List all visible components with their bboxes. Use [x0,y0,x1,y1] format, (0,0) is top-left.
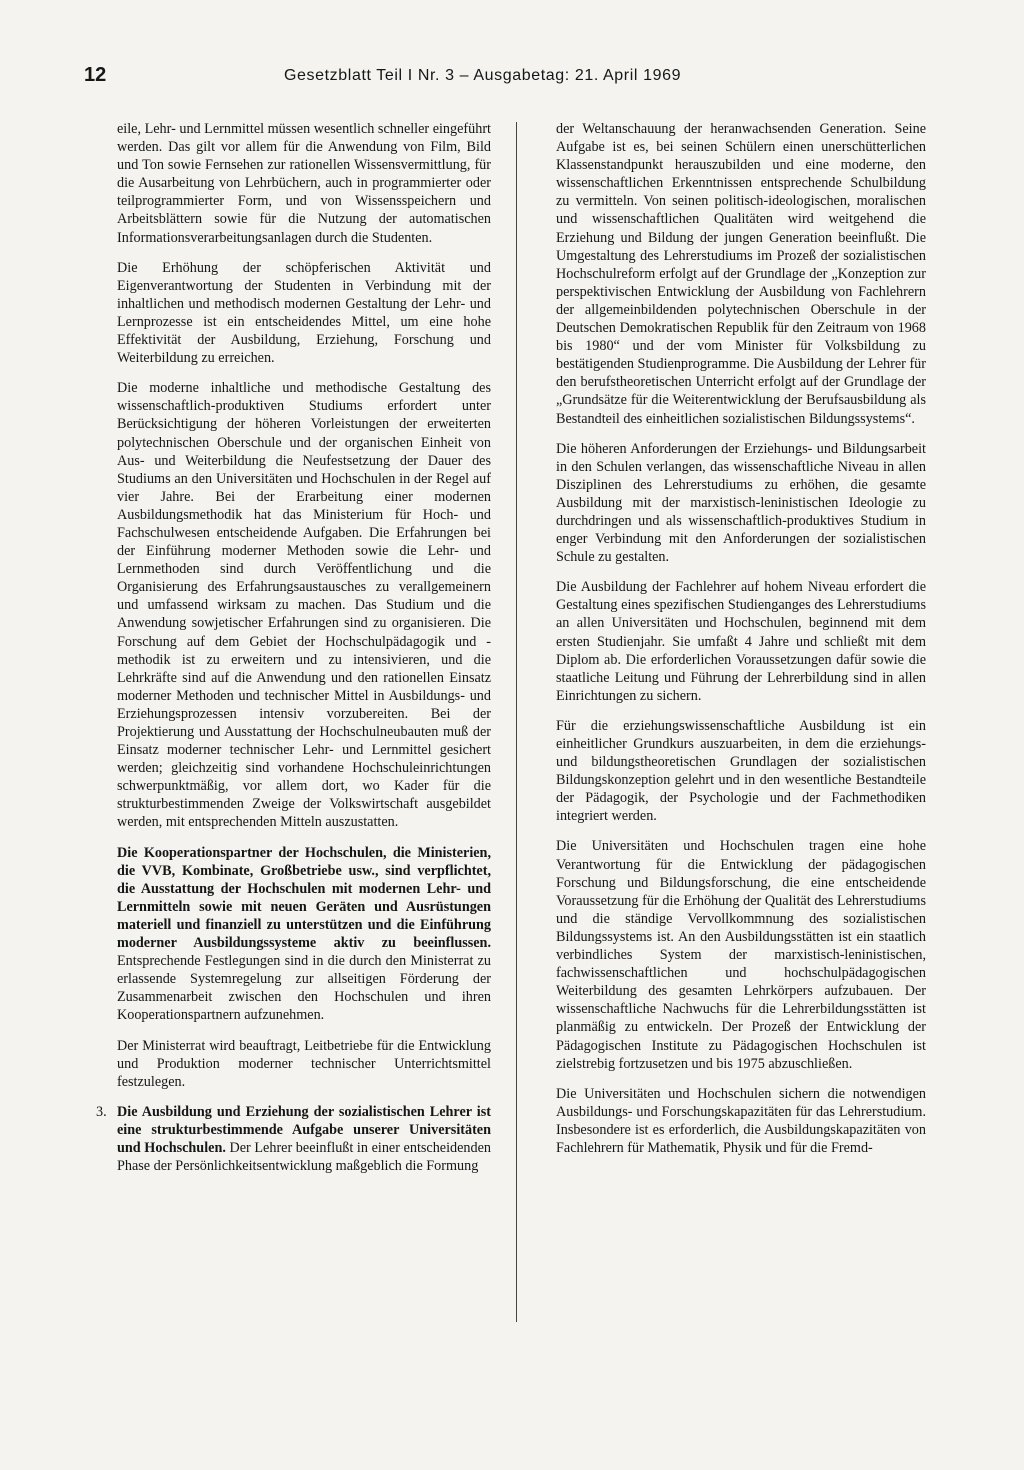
right-column [556,120,926,1169]
paragraph: eile, Lehr- und Lernmittel müssen wesentlich schneller eingeführt werden. Das gilt vor allem für die Anwendung von Film, Bild und Ton sowie Fernsehen zur rationellen Wissensvermittlung, für die Ausarbeitung von Lehrbüchern, auch in programmierter oder teilprogrammierter Form, und von Wissensspeichern und Arbeitsblättern sowie für die Nutzung der automatischen Informationsverarbeitungsanlagen durch die Studenten. [117,121,491,246]
paragraph: Die Erhöhung der schöpferischen Aktivität und Eigenverantwortung der Studenten in Verbindung mit der inhaltlichen und methodisch modernen Gestaltung der Lehr- und Lernprozesse ist ein entscheidendes Mittel, um eine hohe Effektivität der Ausbildung, Erziehung, Forschung und Weiterbildung zu erreichen. [117,259,491,367]
page-header [84,64,946,94]
bold-text: Die Ausbildung und Erziehung der sozialistischen Lehrer ist eine strukturbestimmende Aufgabe unserer Universitäten und Hochschulen. [117,1103,491,1156]
paragraph [117,844,491,1025]
paragraph: Die Universitäten und Hochschulen sichern die notwendigen Ausbildungs- und Forschungskapazitäten für das Lehrerstudium. Insbesondere ist es erforderlich, die Ausbildungskapazitäten von Fachlehrern für Mathematik, Physik und für die Fremd- [556,1085,926,1156]
paragraph: Die Ausbildung der Fachlehrer auf hohem Niveau erfordert die Gestaltung eines spezifischen Studienganges des Lehrerstudiums an allen Universitäten und Hochschulen, beginnend mit dem ersten Studienjahr. Sie umfaßt 4 Jahre und schließt mit dem Diplom ab. Die erforderlichen Voraussetzungen dafür sowie die staatliche Leitung und Führung der Lehrerbildung sind in allen Einrichtungen zu sichern. [556,579,926,704]
paragraph: Die höheren Anforderungen der Erziehungs- und Bildungsarbeit in den Schulen verlangen, das wissenschaftliche Niveau in allen Disziplinen des Lehrerstudiums zu erhöhen, die gesamte Ausbildung mit der marxistisch-leninistischen Ideologie zu durchdringen und als wissenschaftlich-produktives Studium in enger Verbindung mit den Anforderungen der sozialistischen Schule zu gestalten. [556,440,926,566]
running-head: Gesetzblatt Teil I Nr. 3 – Ausgabetag: 21. April 1969 [284,67,682,84]
left-column [96,120,492,1187]
paragraph-text: Der Lehrer beeinflußt in einer entscheidenden Phase der Persönlichkeitsentwicklung maßgeblich die Formung [117,1139,492,1175]
paragraph: Für die erziehungswissenschaftliche Ausbildung ist ein einheitlicher Grundkurs auszuarbeiten, in dem die erziehungs- und bildungstheoretischen Grundlagen der sozialistischen Bildungskonzeption gelehrt und in den wesentliche Bestandteile der Pädagogik, der Psychologie und der Fachmethodiken integriert werden. [556,717,926,825]
paragraph: Die moderne inhaltliche und methodische Gestaltung des wissenschaftlich-produktiven Studiums erfordert unter Berücksichtigung der höheren Vorleistungen der erweiterten polytechnischen Oberschule und der organischen Einheit von Aus- und Weiterbildung die Neufestsetzung der Dauer des Studiums an den Universitäten und Hochschulen in der Regel auf vier Jahre. Bei der Erarbeitung einer modernen Ausbildungsmethodik hat das Ministerium für Hoch- und Fachschulwesen entscheidende Aufgaben. Die Erfahrungen bei der Einführung moderner Methoden sowie die Lehr- und Lernmethoden sind durch Veröffentlichung und die Organisierung des Erfahrungsaustausches zu verallgemeinern und umfassend wirksam zu machen. Das Studium und die Anwendung sowjetischer Erfahrungen sind zu organisieren. Die Forschung auf dem Gebiet der Hochschulpädagogik und -methodik ist zu erweitern und zu intensivieren, und die Lehrkräfte sind auf die Anwendung und den rationellen Einsatz moderner Methoden und technischer Mittel in Ausbildungs- und Erziehungsprozessen intensiv vorzubereiten. Bei der Projektierung und Ausstattung der Hochschulneubauten muß der Einsatz moderner technischer Lehr- und Lernmittel gesichert werden; gleichzeitig sind vorhandene Hochschuleinrichtungen schwerpunktmäßig, vor allem dort, wo Kader für die strukturbestimmenden Zweige der Volkswirtschaft ausgebildet werden, mit entsprechenden Mitteln auszustatten. [117,380,491,831]
column-divider [516,122,517,1322]
paragraph: Der Ministerrat wird beauftragt, Leitbetriebe für die Entwicklung und Produktion moderner technischer Unterrichtsmittel festzulegen. [117,1037,491,1090]
bold-text: Die Kooperationspartner der Hochschulen, die Ministerien, die VVB, Kombinate, Großbetriebe usw., sind verpflichtet, die Ausstattung der Hochschulen mit modernen Lehr- und Lernmitteln sowie mit neuen Geräten und Ausrüstungen materiell und finanziell zu unterstützen und die Einführung moderner Ausbildungssysteme aktiv zu beeinflussen. [117,844,491,952]
page-number: 12 [84,64,107,86]
list-number: 3. [96,1103,107,1120]
paragraph-text: Entsprechende Festlegungen sind in die durch den Ministerrat zu erlassende Systemregelung zur allseitigen Förderung der Zusammenarbeit zwischen den Hochschulen und ihren Kooperationspartnern aufzunehmen. [117,953,491,1024]
paragraph: der Weltanschauung der heranwachsenden Generation. Seine Aufgabe ist es, bei seinen Schülern einen unerschütterlichen Klassenstandpunkt herauszubilden und eine moderne, den wissenschaftlichen Erkenntnissen entsprechende Schulbildung zu vermitteln. Von seinen politisch-ideologischen, moralischen und wissenschaftlichen Qualitäten wird weitgehend die Erziehung und Bildung der jungen Generation beeinflußt. Die Umgestaltung des Lehrerstudiums im Prozeß der sozialistischen Hochschulreform erfolgt auf der Grundlage der „Konzeption zur perspektivischen Entwicklung der Ausbildung von Fachlehrern der allgemeinbildenden polytechnischen Oberschule in der Deutschen Demokratischen Republik für den Zeitraum von 1968 bis 1980“ und der vom Minister für Volksbildung zu bestätigenden Studienprogramme. Die Ausbildung der Lehrer für den berufstheoretischen Unterricht erfolgt auf der Grundlage der „Grundsätze für die Weiterentwicklung der Berufsausbildung als Bestandteil des einheitlichen sozialistischen Bildungssystems“. [556,121,926,427]
paragraph: Die Universitäten und Hochschulen tragen eine hohe Verantwortung für die Entwicklung der pädagogischen Forschung und Bildungsforschung, die eine entscheidende Voraussetzung für die Erhöhung der Qualität des Lehrerstudiums und die ständige Vervollkommnung des sozialistischen Bildungssystems ist. An den Ausbildungsstätten ist ein staatlich verbindliches System der marxistisch-leninistischen, fachwissenschaftlichen und hochschulpädagogischen Weiterbildung des gesamten Lehrkörpers aufzubauen. Der wissenschaftliche Nachwuchs für die Lehrerbildungsstätten ist planmäßig zu entwickeln. Der Prozeß der Entwicklung der Pädagogischen Institute zu Pädagogischen Hochschulen ist zielstrebig fortzusetzen und bis 1975 abzuschließen. [556,838,926,1072]
list-item [96,1103,492,1175]
